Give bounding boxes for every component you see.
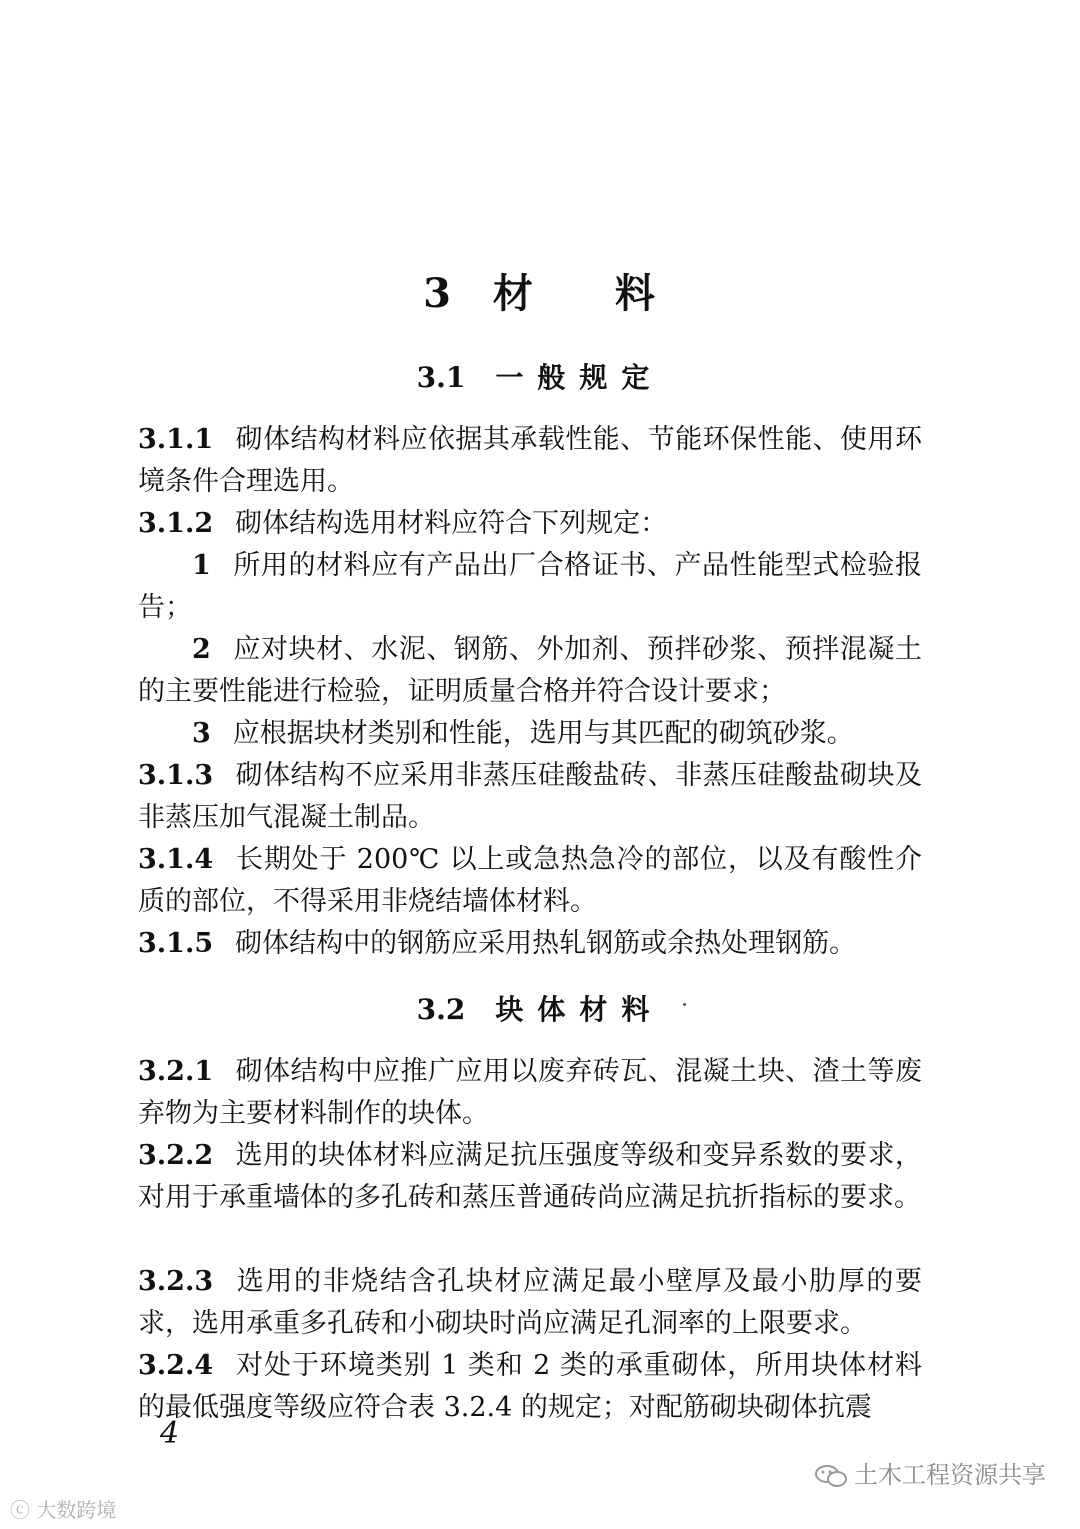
wechat-icon [814,1464,848,1488]
section-name: 块体材料 [495,993,664,1026]
clause-3-2-4 [138,1345,922,1429]
clause-text: 砌体结构中的钢筋应采用热轧钢筋或余热处理钢筋。 [235,928,857,959]
clause-3-1-1 [138,419,922,503]
watermark-text: 土木工程资源共享 [854,1461,1046,1489]
clause-3-1-2-item-3 [138,713,922,755]
clause-3-1-2-item-1 [138,545,922,629]
section-number: 3.1 [416,361,466,394]
clause-number: 3.1.2 [138,508,214,539]
section-number: 3.2 [416,993,466,1026]
chapter-title [0,262,1080,319]
clause-text: 砌体结构中应推广应用以废弃砖瓦、混凝土块、渣土等废弃物为主要材料制作的块体。 [138,1056,922,1129]
clause-text: 对处于环境类别 1 类和 2 类的承重砌体，所用块体材料的最低强度等级应符合表 3.2.4 的规定；对配筋砌块砌体抗震 [138,1350,922,1423]
clause-number: 3.1.4 [138,844,214,875]
clause-number: 3.2.3 [138,1266,214,1297]
clause-3-1-5 [138,923,922,965]
item-text: 应根据块材类别和性能，选用与其匹配的砌筑砂浆。 [232,718,854,749]
speck [683,1003,686,1006]
clause-text: 砌体结构材料应依据其承载性能、节能环保性能、使用环境条件合理选用。 [138,424,922,497]
watermark-corner-text: 大数跨境 [36,1498,117,1522]
page-number: 4 [160,1416,180,1451]
item-number: 3 [192,718,211,749]
clause-number: 3.2.1 [138,1056,214,1087]
watermark-wechat [814,1455,1046,1490]
item-number: 2 [192,634,211,665]
clause-3-1-2 [138,503,922,545]
section-name: 一般规定 [495,361,664,394]
clause-text: 选用的非烧结含孔块材应满足最小壁厚及最小肋厚的要求，选用承重多孔砖和小砌块时尚应满足孔洞率的上限要求。 [138,1266,922,1339]
clause-text: 砌体结构选用材料应符合下列规定： [235,508,668,539]
item-number: 1 [192,550,211,581]
section-title-3-2 [0,988,1080,1028]
chapter-title-char-2: 料 [614,270,657,317]
clause-3-1-2-item-2 [138,629,922,713]
clause-3-2-1 [138,1051,922,1135]
clause-number: 3.2.2 [138,1140,214,1171]
section-title-3-1 [0,356,1080,396]
clause-text: 选用的块体材料应满足抗压强度等级和变异系数的要求，对用于承重墙体的多孔砖和蒸压普通砖尚应满足抗折指标的要求。 [138,1140,922,1213]
clause-number: 3.2.4 [138,1350,214,1381]
clause-3-2-3 [138,1261,922,1345]
clause-3-2-2 [138,1135,922,1219]
item-text: 所用的材料应有产品出厂合格证书、产品性能型式检验报告； [138,550,922,623]
clause-text: 长期处于 200℃ 以上或急热急冷的部位，以及有酸性介质的部位，不得采用非烧结墙体材料。 [138,844,922,917]
clause-number: 3.1.3 [138,760,214,791]
item-text: 应对块材、水泥、钢筋、外加剂、预拌砂浆、预拌混凝土的主要性能进行检验，证明质量合格并符合设计要求； [138,634,922,707]
chapter-title-char-1: 材 [492,270,535,317]
clause-number: 3.1.5 [138,928,214,959]
watermark-logo-icon: ⓒ [10,1498,30,1522]
clause-3-1-3 [138,755,922,839]
clause-text: 砌体结构不应采用非蒸压硅酸盐砖、非蒸压硅酸盐砌块及非蒸压加气混凝土制品。 [138,760,922,833]
clause-number: 3.1.1 [138,424,214,455]
watermark-corner [10,1494,116,1523]
chapter-number: 3 [423,270,453,317]
clause-3-1-4 [138,839,922,923]
